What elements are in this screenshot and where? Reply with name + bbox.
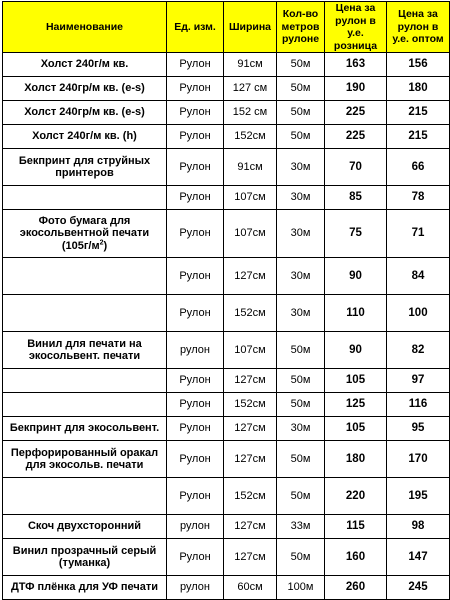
retail-price: 225 — [325, 101, 387, 125]
table-row — [3, 539, 450, 576]
unit-cell: Рулон — [167, 539, 224, 576]
meters-cell: 30м — [277, 417, 325, 441]
meters-cell: 50м — [277, 101, 325, 125]
unit-cell: Рулон — [167, 393, 224, 417]
product-name: Бекпринт для экосольвент. — [3, 417, 167, 441]
meters-cell: 50м — [277, 478, 325, 515]
retail-price: 225 — [325, 125, 387, 149]
meters-cell: 30м — [277, 149, 325, 186]
product-name-text: Фото бумага для экосольвентной печати (105г/м — [19, 214, 150, 252]
retail-price: 90 — [325, 258, 387, 295]
meters-cell: 50м — [277, 539, 325, 576]
table-row — [3, 125, 450, 149]
product-name: Холст 240г/м кв. (h) — [3, 125, 167, 149]
retail-price: 105 — [325, 417, 387, 441]
width-cell: 127см — [224, 539, 277, 576]
meters-cell: 50м — [277, 393, 325, 417]
wholesale-price: 156 — [387, 53, 450, 77]
product-name: Скоч двухсторонний — [3, 515, 167, 539]
unit-cell: Рулон — [167, 101, 224, 125]
table-row — [3, 332, 450, 369]
product-name: ДТФ плёнка для УФ печати — [3, 576, 167, 600]
wholesale-price: 97 — [387, 369, 450, 393]
table-row — [3, 295, 450, 332]
retail-price: 190 — [325, 77, 387, 101]
retail-price: 90 — [325, 332, 387, 369]
wholesale-price: 66 — [387, 149, 450, 186]
header-width: Ширина — [224, 2, 277, 53]
product-name: Бекпринт для струйных принтеров — [3, 149, 167, 186]
wholesale-price: 71 — [387, 210, 450, 258]
retail-price: 163 — [325, 53, 387, 77]
retail-price: 115 — [325, 515, 387, 539]
unit-cell: Рулон — [167, 441, 224, 478]
meters-cell: 50м — [277, 441, 325, 478]
wholesale-price: 98 — [387, 515, 450, 539]
header-wholesale: Цена за рулон в у.е. оптом — [387, 2, 450, 53]
width-cell: 152 см — [224, 101, 277, 125]
wholesale-price: 147 — [387, 539, 450, 576]
unit-cell: Рулон — [167, 125, 224, 149]
wholesale-price: 245 — [387, 576, 450, 600]
product-name-end: ) — [103, 239, 108, 252]
table-row — [3, 417, 450, 441]
meters-cell: 50м — [277, 125, 325, 149]
width-cell: 127см — [224, 417, 277, 441]
unit-cell: Рулон — [167, 149, 224, 186]
meters-cell: 100м — [277, 576, 325, 600]
table-header — [3, 2, 450, 53]
table-row — [3, 53, 450, 77]
width-cell: 152см — [224, 125, 277, 149]
table-row — [3, 393, 450, 417]
width-cell: 91см — [224, 53, 277, 77]
wholesale-price: 215 — [387, 101, 450, 125]
width-cell: 152см — [224, 393, 277, 417]
unit-cell: рулон — [167, 576, 224, 600]
retail-price: 180 — [325, 441, 387, 478]
unit-cell: Рулон — [167, 478, 224, 515]
width-cell: 107см — [224, 186, 277, 210]
retail-price: 70 — [325, 149, 387, 186]
unit-cell: Рулон — [167, 295, 224, 332]
product-name — [3, 210, 167, 258]
wholesale-price: 78 — [387, 186, 450, 210]
meters-cell: 30м — [277, 186, 325, 210]
width-cell: 107см — [224, 210, 277, 258]
width-cell: 127 см — [224, 77, 277, 101]
width-cell: 60см — [224, 576, 277, 600]
meters-cell: 50м — [277, 369, 325, 393]
product-name: Холст 240гр/м кв. (e-s) — [3, 101, 167, 125]
unit-cell: Рулон — [167, 417, 224, 441]
retail-price: 75 — [325, 210, 387, 258]
header-meters: Кол-во метров рулоне — [277, 2, 325, 53]
header-row — [3, 2, 450, 53]
retail-price: 260 — [325, 576, 387, 600]
width-cell: 107см — [224, 332, 277, 369]
unit-cell: Рулон — [167, 258, 224, 295]
product-name: Винил прозрачный серый (туманка) — [3, 539, 167, 576]
product-name — [3, 295, 167, 332]
retail-price: 160 — [325, 539, 387, 576]
retail-price: 220 — [325, 478, 387, 515]
meters-cell: 30м — [277, 258, 325, 295]
width-cell: 127см — [224, 515, 277, 539]
table-row — [3, 369, 450, 393]
meters-cell: 30м — [277, 210, 325, 258]
wholesale-price: 100 — [387, 295, 450, 332]
table-row — [3, 478, 450, 515]
unit-cell: рулон — [167, 515, 224, 539]
table-row — [3, 515, 450, 539]
unit-cell: Рулон — [167, 369, 224, 393]
product-name: Холст 240г/м кв. — [3, 53, 167, 77]
wholesale-price: 95 — [387, 417, 450, 441]
product-name: Винил для печати на экосольвент. печати — [3, 332, 167, 369]
header-name: Наименование — [3, 2, 167, 53]
unit-cell: Рулон — [167, 53, 224, 77]
product-name — [3, 478, 167, 515]
unit-cell: рулон — [167, 332, 224, 369]
width-cell: 152см — [224, 295, 277, 332]
header-retail: Цена за рулон в у.е. розница — [325, 2, 387, 53]
width-cell: 127см — [224, 369, 277, 393]
retail-price: 85 — [325, 186, 387, 210]
wholesale-price: 82 — [387, 332, 450, 369]
product-name: Перфорированный оракал для экосольв. печати — [3, 441, 167, 478]
wholesale-price: 215 — [387, 125, 450, 149]
table-row — [3, 149, 450, 186]
meters-cell: 33м — [277, 515, 325, 539]
retail-price: 105 — [325, 369, 387, 393]
unit-cell: Рулон — [167, 186, 224, 210]
wholesale-price: 195 — [387, 478, 450, 515]
width-cell: 152см — [224, 478, 277, 515]
product-name — [3, 369, 167, 393]
meters-cell: 50м — [277, 77, 325, 101]
price-table — [2, 1, 450, 600]
header-unit: Ед. изм. — [167, 2, 224, 53]
table-row — [3, 77, 450, 101]
product-name — [3, 393, 167, 417]
width-cell: 127см — [224, 258, 277, 295]
meters-cell: 30м — [277, 295, 325, 332]
table-body — [3, 53, 450, 600]
table-row — [3, 210, 450, 258]
superscript: 2 — [99, 239, 104, 247]
width-cell: 91см — [224, 149, 277, 186]
wholesale-price: 170 — [387, 441, 450, 478]
table-row — [3, 258, 450, 295]
wholesale-price: 84 — [387, 258, 450, 295]
product-name — [3, 258, 167, 295]
table-row — [3, 101, 450, 125]
meters-cell: 50м — [277, 332, 325, 369]
table-row — [3, 441, 450, 478]
wholesale-price: 116 — [387, 393, 450, 417]
meters-cell: 50м — [277, 53, 325, 77]
retail-price: 125 — [325, 393, 387, 417]
retail-price: 110 — [325, 295, 387, 332]
table-row — [3, 576, 450, 600]
wholesale-price: 180 — [387, 77, 450, 101]
table-row — [3, 186, 450, 210]
width-cell: 127см — [224, 441, 277, 478]
product-name — [3, 186, 167, 210]
product-name: Холст 240гр/м кв. (e-s) — [3, 77, 167, 101]
unit-cell: Рулон — [167, 210, 224, 258]
unit-cell: Рулон — [167, 77, 224, 101]
